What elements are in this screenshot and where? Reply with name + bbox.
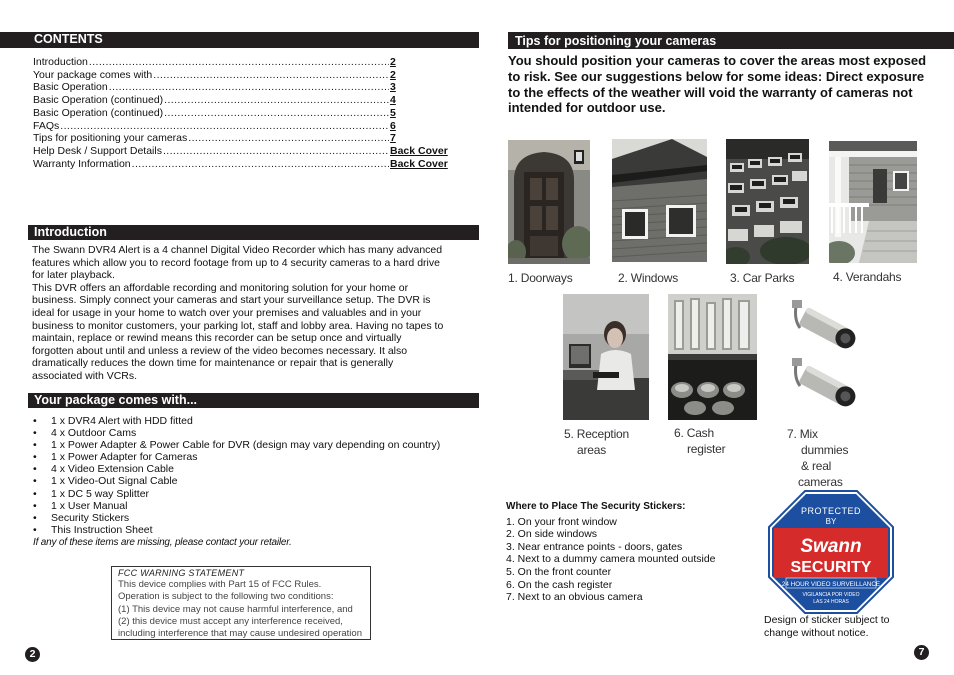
caption-reception-line-2: areas xyxy=(577,443,607,457)
sticker-by-text: BY xyxy=(825,517,837,526)
package-title: Your package comes with... xyxy=(34,393,198,407)
caption-cameras xyxy=(787,426,848,490)
introduction-paragraph-1: The Swann DVR4 Alert is a 4 channel Digital Video Recorder which has many advanced features which allow you to record footage from up to 4 security cameras to a hard drive for later playback. xyxy=(32,244,443,282)
tips-title: Tips for positioning your cameras xyxy=(515,34,717,48)
package-item xyxy=(33,439,453,451)
toc-entry[interactable] xyxy=(33,56,448,69)
caption-cash-line-1: 6. Cash xyxy=(674,426,714,440)
bullet-icon: • xyxy=(33,439,37,452)
sticker-placement-item: 7. Next to an obvious camera xyxy=(506,591,643,604)
sticker-placement-item: 6. On the cash register xyxy=(506,578,613,591)
toc-entry-label: FAQs xyxy=(33,119,60,132)
sticker-placement-item: 5. On the front counter xyxy=(506,565,612,578)
toc-leader-dots xyxy=(164,94,389,107)
bullet-icon: • xyxy=(33,499,37,512)
toc-entry-page: Back Cover xyxy=(390,144,448,157)
sticker-placement-item: 2. On side windows xyxy=(506,528,598,541)
fcc-warning-line: (2) this device must accept any interference received, xyxy=(118,615,343,627)
introduction-paragraph-2: This DVR offers an affordable recording and monitoring solution for your home or business. Simply connect your cameras and start your surveillance setup. The DVR is ideal for usage in your home to watch over your premises and valuables and in your business to monitor customers, your parking lot, staff and lobby area. Having no tapes to maintain, replace or rewind means this recorder can be setup once and virtually forgotten about until and unless a review of the video becomes necessary. It also dramatically reduces the down time for maintenance or repair that is generally associated with VCRs. xyxy=(32,281,444,382)
reception-photo xyxy=(563,294,649,420)
sticker-placement-item: 4. Next to a dummy camera mounted outside xyxy=(506,553,716,566)
caption-reception xyxy=(564,426,629,458)
table-of-contents xyxy=(33,56,448,170)
toc-leader-dots xyxy=(153,69,389,82)
sticker-placement-item: 1. On your front window xyxy=(506,515,617,528)
toc-entry-label: Basic Operation (continued) xyxy=(33,94,164,107)
package-item-text: 1 x DC 5 way Splitter xyxy=(51,487,150,500)
package-item-text: 4 x Video Extension Cable xyxy=(51,463,174,476)
toc-entry[interactable] xyxy=(33,145,448,158)
cash-register-photo xyxy=(668,294,757,420)
package-item-text: This Instruction Sheet xyxy=(51,523,153,536)
bullet-icon: • xyxy=(33,523,37,536)
toc-entry-page: 2 xyxy=(390,56,396,68)
package-item-text: 1 x Power Adapter & Power Cable for DVR (design may vary depending on country) xyxy=(51,439,441,452)
package-list xyxy=(33,415,453,549)
caption-mix-line-4: cameras xyxy=(798,475,843,489)
fcc-warning-box xyxy=(111,566,371,640)
contents-header-bar xyxy=(0,32,479,48)
verandah-photo xyxy=(829,141,917,263)
package-item xyxy=(33,512,453,524)
package-item-text: 1 x DVR4 Alert with HDD fitted xyxy=(51,415,193,427)
toc-entry-page: 7 xyxy=(390,132,396,145)
toc-entry-label: Introduction xyxy=(33,56,88,68)
caption-cash-line-2: register xyxy=(687,442,726,456)
tips-header-bar xyxy=(508,32,954,49)
toc-leader-dots xyxy=(89,56,389,69)
sticker-spanish-line-2: LAS 24 HORAS xyxy=(813,599,849,605)
toc-entry-page: 3 xyxy=(390,81,396,94)
fcc-warning-title: FCC WARNING STATEMENT xyxy=(118,568,245,578)
bullet-icon: • xyxy=(33,463,37,476)
bullet-icon: • xyxy=(33,415,37,427)
page-number-left: 2 xyxy=(25,647,40,662)
sticker-placement-title: Where to Place The Security Stickers: xyxy=(506,501,686,512)
toc-entry-page: 5 xyxy=(390,106,396,119)
toc-entry-label: Tips for positioning your cameras xyxy=(33,132,188,145)
toc-leader-dots xyxy=(188,132,389,145)
toc-entry-page: 4 xyxy=(390,94,396,107)
toc-entry-page: 2 xyxy=(390,68,396,81)
bullet-icon: • xyxy=(33,511,37,524)
toc-entry[interactable] xyxy=(33,81,448,94)
sticker-design-note: Design of sticker subject to change without notice. xyxy=(764,614,890,639)
package-item-text: 4 x Outdoor Cams xyxy=(51,427,137,440)
package-item xyxy=(33,463,453,475)
toc-entry-page: Back Cover xyxy=(390,157,448,170)
toc-entry[interactable] xyxy=(33,107,448,120)
page-number-right: 7 xyxy=(914,645,929,660)
toc-entry-label: Your package comes with xyxy=(33,68,153,81)
toc-leader-dots xyxy=(60,120,389,133)
tips-intro-text: You should position your cameras to cover the areas most exposed to risk. See our suggestions below for some ideas: Direct exposure to the effects of the weather will void the warranty of cameras not intended for outdoor use. xyxy=(508,53,927,116)
caption-verandahs: 4. Verandahs xyxy=(833,270,902,284)
bullet-icon: • xyxy=(33,451,37,464)
sticker-surveillance-text: 24 HOUR VIDEO SURVEILLANCE xyxy=(781,581,881,588)
toc-entry-label: Warranty Information xyxy=(33,157,131,170)
package-item-text: 1 x User Manual xyxy=(51,499,128,512)
fcc-warning-line: This device complies with Part 15 of FCC Rules. xyxy=(118,579,322,591)
package-item-text: Security Stickers xyxy=(51,511,130,524)
sticker-protected-text: PROTECTED xyxy=(800,506,862,516)
package-item xyxy=(33,488,453,500)
caption-mix-line-1: 7. Mix xyxy=(787,427,818,441)
fcc-warning-line: including interference that may cause undesired operation xyxy=(118,628,362,640)
package-item xyxy=(33,427,453,439)
toc-leader-dots xyxy=(163,145,389,158)
caption-doorways: 1. Doorways xyxy=(508,271,573,285)
contents-title: CONTENTS xyxy=(34,32,103,46)
toc-entry-label: Basic Operation xyxy=(33,81,108,94)
caption-windows: 2. Windows xyxy=(618,271,679,285)
package-item xyxy=(33,475,453,487)
package-item xyxy=(33,500,453,512)
windows-photo xyxy=(612,139,707,262)
introduction-title: Introduction xyxy=(34,225,107,239)
caption-reception-line-1: 5. Reception xyxy=(564,427,629,441)
fcc-warning-line: Operation is subject to the following two conditions: xyxy=(118,591,334,603)
toc-entry-label: Help Desk / Support Details xyxy=(33,144,162,157)
toc-entry[interactable] xyxy=(33,158,448,171)
sticker-security-text: SECURITY xyxy=(790,559,872,576)
package-item xyxy=(33,451,453,463)
toc-leader-dots xyxy=(109,81,389,94)
introduction-text xyxy=(32,244,444,383)
package-item-text: 1 x Power Adapter for Cameras xyxy=(51,451,198,464)
bullet-icon: • xyxy=(33,427,37,440)
package-item-text: 1 x Video-Out Signal Cable xyxy=(51,475,178,488)
toc-entry-page: 6 xyxy=(390,119,396,132)
caption-mix-line-2: dummies xyxy=(801,443,849,457)
cameras-photo xyxy=(790,298,860,413)
package-item xyxy=(33,415,453,427)
caption-mix-line-3: & real xyxy=(801,459,832,473)
sticker-placement-list xyxy=(506,501,756,604)
doorway-photo xyxy=(508,140,590,264)
toc-leader-dots xyxy=(132,158,389,171)
toc-entry[interactable] xyxy=(33,120,448,133)
toc-entry[interactable] xyxy=(33,69,448,82)
caption-cash-register xyxy=(674,425,725,457)
caption-car-parks: 3. Car Parks xyxy=(730,271,795,285)
toc-entry-label: Basic Operation (continued) xyxy=(33,106,164,119)
fcc-warning-line: (1) This device may not cause harmful interference, and xyxy=(118,603,353,615)
sticker-brand-text: Swann xyxy=(800,536,862,557)
security-sticker xyxy=(768,490,894,614)
toc-leader-dots xyxy=(164,107,389,120)
package-missing-note: If any of these items are missing, please contact your retailer. xyxy=(33,536,292,548)
car-park-photo xyxy=(726,139,809,264)
bullet-icon: • xyxy=(33,475,37,488)
package-item xyxy=(33,524,453,536)
toc-entry[interactable] xyxy=(33,94,448,107)
introduction-header-bar xyxy=(28,225,479,240)
package-header-bar xyxy=(28,393,479,408)
sticker-placement-item: 3. Near entrance points - doors, gates xyxy=(506,540,683,553)
toc-entry[interactable] xyxy=(33,132,448,145)
sticker-spanish-line-1: VIGILANCIA POR VIDEO xyxy=(802,592,860,598)
bullet-icon: • xyxy=(33,487,37,500)
